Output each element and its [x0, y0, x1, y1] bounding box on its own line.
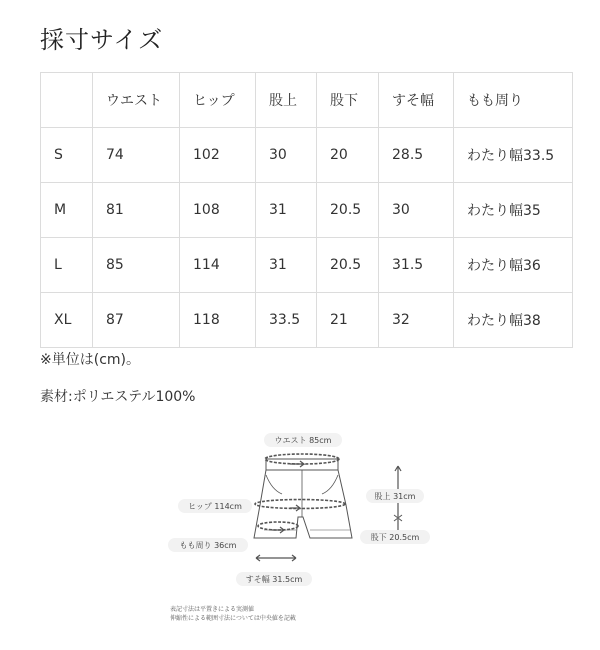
inseam-label: 股下 20.5cm: [370, 533, 420, 542]
hem-label: すそ幅 31.5cm: [245, 575, 303, 584]
table-cell: 20: [317, 128, 379, 183]
table-cell: 30: [379, 183, 454, 238]
material-text: 素材:ポリエステル100%: [40, 389, 196, 405]
table-cell: 31: [256, 183, 317, 238]
waist-arrow-icon: [290, 461, 304, 467]
table-cell: 108: [180, 183, 256, 238]
table-cell: 31.5: [379, 238, 454, 293]
table-cell: わたり幅36: [454, 238, 573, 293]
header-cell-hem: すそ幅: [379, 73, 454, 128]
table-cell-size: XL: [41, 293, 93, 348]
table-cell: 87: [93, 293, 180, 348]
shorts-outline: [254, 459, 352, 538]
table-cell: 85: [93, 238, 180, 293]
thigh-arrow-icon: [272, 527, 284, 533]
table-row: [41, 293, 573, 348]
table-row: [41, 238, 573, 293]
table-cell: 20.5: [317, 183, 379, 238]
table-cell: 21: [317, 293, 379, 348]
table-cell: 28.5: [379, 128, 454, 183]
header-cell-inseam: 股下: [317, 73, 379, 128]
table-cell: 30: [256, 128, 317, 183]
table-cell: 114: [180, 238, 256, 293]
measurement-diagram: [160, 420, 460, 600]
table-cell: 102: [180, 128, 256, 183]
waist-label: ウエスト 85cm: [274, 436, 332, 445]
header-cell-waist: ウエスト: [93, 73, 180, 128]
header-cell-thigh: もも周り: [454, 73, 573, 128]
table-cell-size: M: [41, 183, 93, 238]
table-cell-size: S: [41, 128, 93, 183]
table-cell: わたり幅35: [454, 183, 573, 238]
table-cell: わたり幅38: [454, 293, 573, 348]
thigh-label: もも周り 36cm: [179, 541, 237, 550]
table-row: [41, 128, 573, 183]
table-cell: 81: [93, 183, 180, 238]
rise-label: 股上 31cm: [374, 492, 416, 501]
table-header-row: [41, 73, 573, 128]
hip-label: ヒップ 114cm: [188, 502, 242, 511]
table-cell: 20.5: [317, 238, 379, 293]
size-table: [40, 72, 573, 348]
diagram-footnote-1: 表記寸法は平置きによる実測値: [170, 606, 255, 613]
table-cell: 74: [93, 128, 180, 183]
diagram-footnote-2: 伸縮性による範囲寸法については中央値を記載: [170, 615, 296, 622]
header-cell-rise: 股上: [256, 73, 317, 128]
table-cell: 32: [379, 293, 454, 348]
hip-arrow-icon: [290, 505, 300, 511]
hem-arrow-icon: [256, 555, 296, 561]
header-cell-hip: ヒップ: [180, 73, 256, 128]
page-title: 採寸サイズ: [40, 26, 164, 54]
table-cell: わたり幅33.5: [454, 128, 573, 183]
unit-note: ※単位は(cm)。: [40, 352, 140, 368]
table-cell: 118: [180, 293, 256, 348]
thigh-measure-ellipse: [258, 522, 298, 530]
table-cell: 33.5: [256, 293, 317, 348]
table-cell-size: L: [41, 238, 93, 293]
header-cell-empty: [41, 73, 93, 128]
table-row: [41, 183, 573, 238]
pocket-right: [322, 475, 338, 494]
pocket-left: [266, 475, 282, 494]
hip-measure-ellipse: [255, 500, 345, 509]
table-cell: 31: [256, 238, 317, 293]
